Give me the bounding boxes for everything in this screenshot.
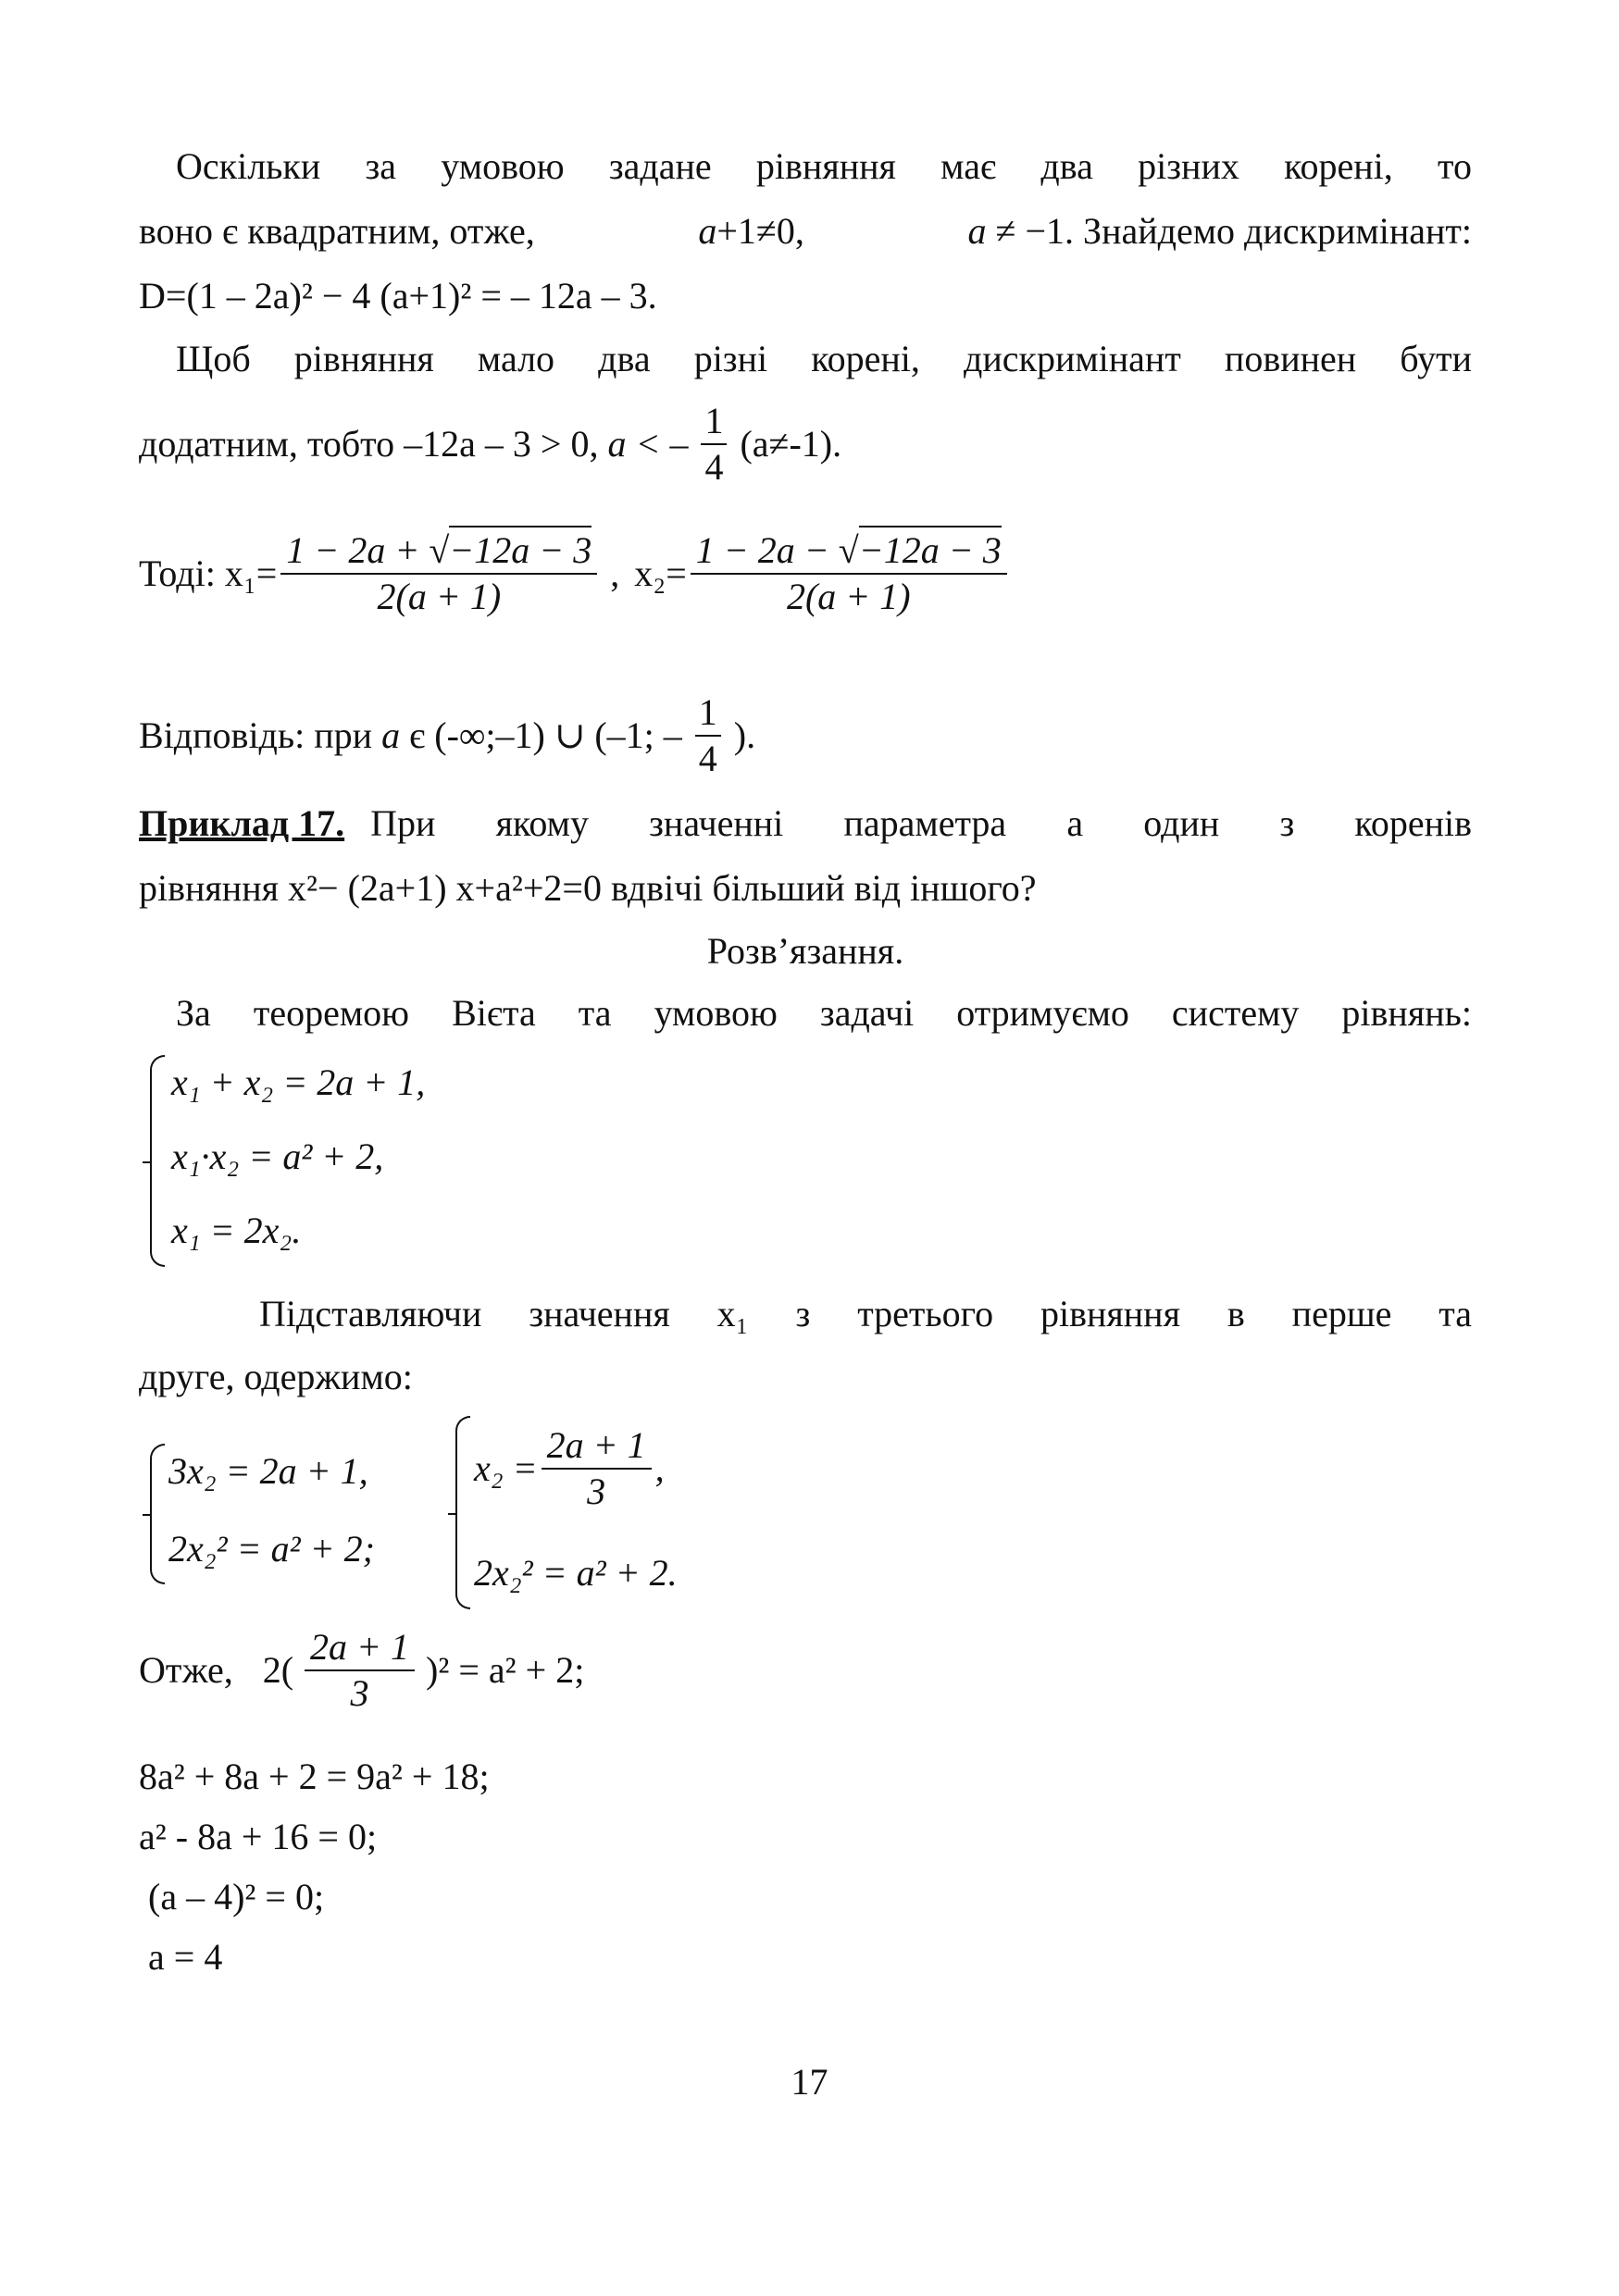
system-of-equations-3: [444, 1416, 750, 1610]
denominator: 2(a + 1): [786, 576, 911, 617]
numerator: 1 − 2a + √−12a − 3: [280, 532, 597, 575]
text-fragment: є (-∞;–1) ∪ (–1; –: [409, 714, 682, 756]
brace: [150, 1055, 165, 1267]
text-fragment: При якому значенні параметра a один з коренів: [370, 802, 1472, 844]
text-fragment: +1≠0,: [716, 210, 804, 252]
text-fragment: )² = a² + 2;: [426, 1649, 585, 1691]
numerator: 1: [701, 403, 727, 445]
step-3: (a – 4)² = 0;: [148, 1876, 325, 1917]
roots-formula: [139, 529, 1472, 617]
equation: x₁ = 2x₂.: [171, 1210, 302, 1251]
example-17-line-2: рівняння x²− (2a+1) x+a²+2=0 вдвічі більший від іншого?: [139, 867, 1037, 909]
discriminant-formula: D=(1 – 2a)² − 4 (a+1)² = – 12a – 3.: [139, 275, 657, 316]
denominator: 2(a + 1): [377, 576, 502, 617]
fraction: [305, 1626, 415, 1714]
brace: [150, 1444, 165, 1584]
text-fragment: a < –: [607, 423, 689, 465]
example-17-line-1: [139, 802, 1472, 844]
text-fragment: x₂=: [634, 552, 687, 594]
system-of-equations-2: [139, 1444, 444, 1582]
radicand: −12a − 3: [859, 526, 1002, 571]
step-2: a² - 8a + 16 = 0;: [139, 1816, 378, 1857]
text-fragment: x₂ =: [474, 1447, 538, 1489]
x2-fraction: [691, 529, 1007, 617]
text-fragment: 2(: [262, 1649, 294, 1691]
denominator: 4: [698, 738, 717, 779]
text-fragment: ).: [733, 714, 756, 756]
paragraph-1-line-2: [139, 210, 1472, 252]
therefore-line: [139, 1626, 1472, 1714]
brace: [455, 1416, 470, 1609]
equation: 2x₂² = a² + 2.: [474, 1552, 678, 1594]
text-fragment: додатним, тобто –12a – 3 > 0,: [139, 423, 599, 465]
numerator: 1 − 2a − √−12a − 3: [691, 532, 1007, 575]
example-title: Приклад 17.: [139, 802, 345, 844]
equation: 2x₂² = a² + 2;: [168, 1528, 375, 1570]
denominator: 3: [350, 1672, 369, 1714]
equation: x₁ + x₂ = 2a + 1,: [171, 1061, 426, 1103]
vieta-sentence: За теоремою Вієта та умовою задачі отримуємо систему рівнянь:: [176, 992, 1472, 1034]
var-a: a: [698, 210, 717, 252]
step-1: 8a² + 8a + 2 = 9a² + 18;: [139, 1756, 490, 1797]
numerator: 2a + 1: [305, 1629, 415, 1671]
text-fragment: ,: [610, 552, 620, 594]
fraction-one-quarter: [701, 400, 727, 488]
numerator: 2a + 1: [542, 1427, 652, 1470]
text-fragment: ≠ −1. Знайдемо дискримінант:: [995, 210, 1472, 252]
solution-heading: Розв’язання.: [706, 930, 904, 972]
answer-line: [139, 691, 1472, 779]
text-fragment: 1 − 2a +: [286, 529, 430, 571]
paragraph-1-line-1: Оскільки за умовою задане рівняння має два різних корені, то: [176, 145, 1472, 187]
denominator: 4: [704, 446, 724, 488]
text-fragment: Отже,: [139, 1649, 233, 1691]
paragraph-2-line-1: Щоб рівняння мало два різні корені, дискримінант повинен бути: [176, 338, 1472, 379]
var-a: a: [967, 210, 987, 252]
radicand: −12a − 3: [449, 526, 592, 571]
paragraph-2-line-2: [139, 400, 1472, 488]
text-fragment: воно є квадратним, отже,: [139, 210, 535, 252]
numerator: 1: [695, 694, 721, 737]
x1-fraction: [280, 529, 597, 617]
fraction-one-quarter: [695, 691, 721, 779]
text-fragment: 1 − 2a −: [695, 529, 839, 571]
equation: 3x₂ = 2a + 1,: [168, 1450, 368, 1492]
var-a: a: [381, 714, 401, 756]
text-fragment: (a≠-1).: [740, 423, 842, 465]
equation: x₁·x₂ = a² + 2,: [171, 1136, 384, 1177]
denominator: 3: [587, 1471, 606, 1512]
text-fragment: Відповідь: при: [139, 714, 373, 756]
paragraph-3-line-1: Підставляючи значення x₁ з третього рівняння в перше та: [259, 1293, 1472, 1334]
system-of-equations-1: [139, 1055, 602, 1268]
page-number: 17: [791, 2061, 828, 2103]
step-4: a = 4: [148, 1936, 223, 1978]
equation: [474, 1424, 665, 1512]
fraction: [542, 1424, 652, 1512]
text-fragment: ,: [654, 1447, 665, 1489]
paragraph-3-line-2: друге, одержимо:: [139, 1356, 413, 1397]
text-fragment: Тоді: x₁=: [139, 552, 278, 594]
